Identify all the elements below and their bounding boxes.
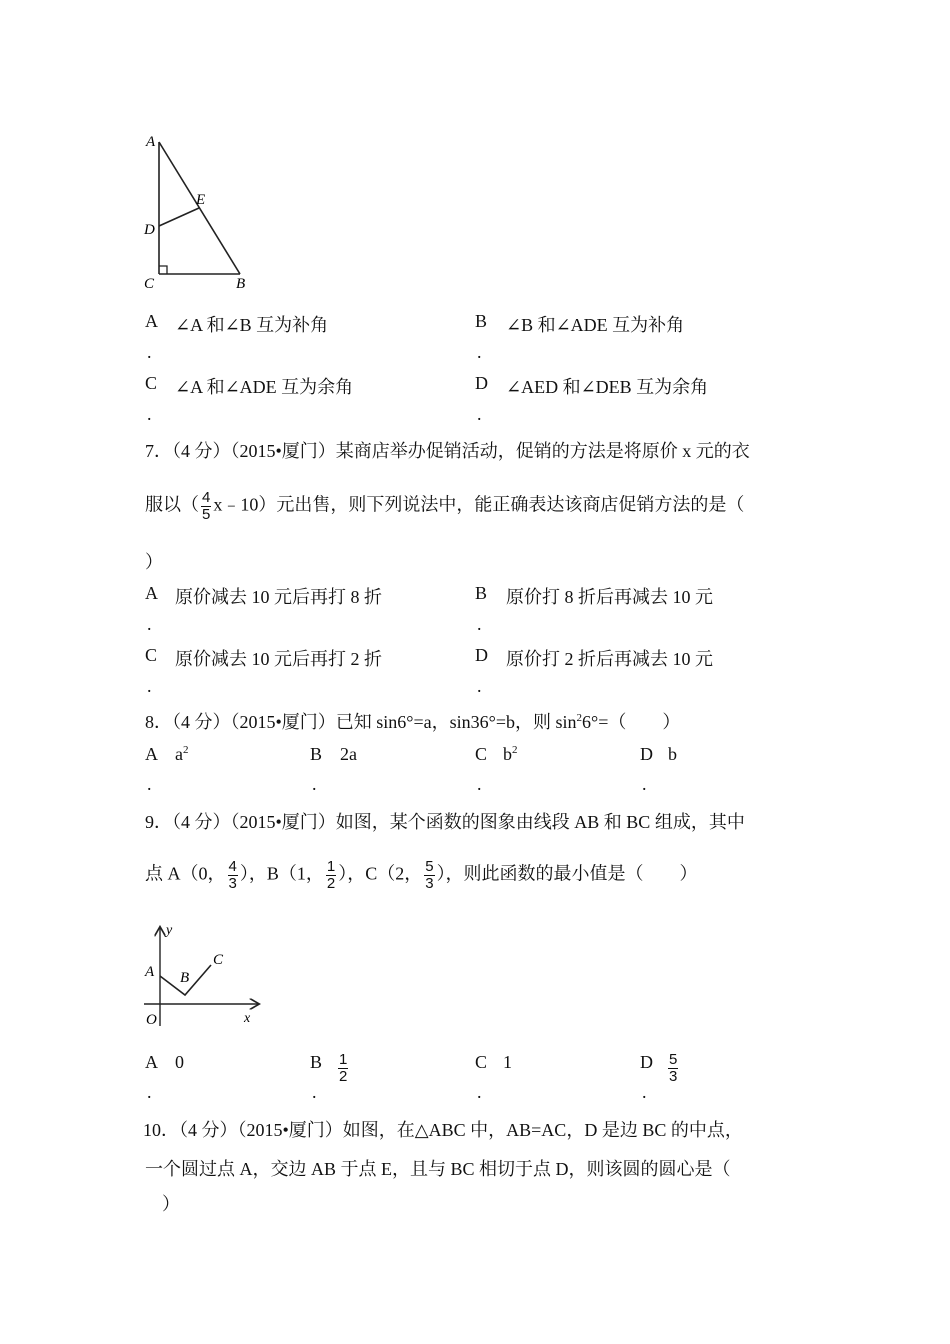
q8-option-c-text[interactable] bbox=[503, 744, 518, 765]
graph-label-y: y bbox=[166, 923, 173, 938]
q9-stem-line2 bbox=[145, 859, 698, 892]
q9-frac-c-num: 5 bbox=[425, 858, 434, 875]
q9-option-b-letter[interactable]: B bbox=[310, 1052, 323, 1072]
q9-frac-c-den: 3 bbox=[425, 875, 434, 892]
q9-stem-line1: 9．（4 分）（2015•厦门）如图，某个函数的图象由线段 AB 和 BC 组成，其中 bbox=[145, 812, 745, 832]
q9-frac-c bbox=[424, 859, 434, 892]
q9-frac-a-num: 4 bbox=[228, 858, 237, 875]
q7-option-b-text[interactable]: 原价打 8 折后再减去 10 元 bbox=[506, 587, 713, 607]
q9-option-a-dot: . bbox=[147, 1082, 152, 1102]
graph-label-c: C bbox=[213, 952, 224, 968]
q9-stem-a: 点 A（0， bbox=[145, 863, 226, 884]
q7-option-b-dot: . bbox=[477, 614, 482, 634]
q8-option-a-sup: 2 bbox=[183, 744, 189, 756]
q6-option-d-text[interactable]: ∠AED 和∠DEB 互为余角 bbox=[506, 377, 709, 397]
q9-option-b-text[interactable] bbox=[336, 1052, 350, 1085]
q8-stem bbox=[145, 708, 680, 734]
q8-option-c-sup: 2 bbox=[512, 744, 518, 756]
q9-option-c-letter[interactable]: C bbox=[475, 1052, 488, 1072]
q9-option-d-letter[interactable]: D bbox=[640, 1052, 653, 1072]
label-e: E bbox=[196, 192, 206, 208]
q9-frac-a-den: 3 bbox=[228, 875, 237, 892]
q8-stem-after: 6°=（ ） bbox=[582, 712, 681, 732]
q8-option-d-dot: . bbox=[642, 774, 647, 794]
q8-option-d-base: b bbox=[668, 744, 677, 764]
graph-label-o: O bbox=[146, 1012, 157, 1028]
q9-option-a-text[interactable]: 0 bbox=[175, 1052, 184, 1072]
q8-option-a-letter[interactable]: A bbox=[145, 744, 158, 764]
q9-stem-c: ），C（2， bbox=[338, 863, 423, 884]
q6-option-c-letter[interactable]: C bbox=[145, 373, 158, 393]
q7-option-d-dot: . bbox=[477, 676, 482, 696]
q8-option-b-letter[interactable]: B bbox=[310, 744, 323, 764]
label-c: C bbox=[144, 276, 155, 292]
q10-stem-line1: 10．（4 分）（2015•厦门）如图，在△ABC 中，AB=AC，D 是边 BC 的中点， bbox=[143, 1120, 743, 1140]
q9-option-d-text[interactable] bbox=[666, 1052, 680, 1085]
q6-option-b-letter[interactable]: B bbox=[475, 311, 488, 331]
q9-option-b-den: 2 bbox=[339, 1068, 348, 1085]
q6-option-a-dot: . bbox=[147, 342, 152, 362]
label-a: A bbox=[146, 134, 156, 150]
q9-stem-b: ），B（1， bbox=[239, 863, 324, 884]
graph-label-x: x bbox=[244, 1011, 251, 1026]
q9-option-d-den: 3 bbox=[669, 1068, 678, 1085]
q6-option-b-dot: . bbox=[477, 342, 482, 362]
q8-stem-sup: 2 bbox=[576, 712, 583, 724]
q9-stem-d: ），则此函数的最小值是（ ） bbox=[436, 863, 698, 884]
q9-option-b-num: 1 bbox=[339, 1051, 348, 1068]
q6-option-c-text[interactable]: ∠A 和∠ADE 互为余角 bbox=[175, 377, 354, 397]
q7-option-a-dot: . bbox=[147, 614, 152, 634]
q8-option-a-dot: . bbox=[147, 774, 152, 794]
q7-stem-line2 bbox=[145, 490, 744, 523]
q7-stem-line1: 7．（4 分）（2015•厦门）某商店举办促销活动，促销的方法是将原价 x 元的衣 bbox=[145, 441, 750, 461]
q6-option-c-dot: . bbox=[147, 404, 152, 424]
q8-option-b-text[interactable] bbox=[340, 744, 357, 765]
q8-option-b-base: 2a bbox=[340, 744, 357, 764]
q8-stem-before: 8．（4 分）（2015•厦门）已知 sin6°=a，sin36°=b，则 sin bbox=[145, 712, 577, 732]
q9-option-b-dot: . bbox=[312, 1082, 317, 1102]
q9-option-c-text[interactable]: 1 bbox=[503, 1052, 512, 1072]
q9-frac-a bbox=[228, 859, 238, 892]
function-graph bbox=[138, 920, 268, 1030]
q9-option-c-dot: . bbox=[477, 1082, 482, 1102]
q8-option-d-text[interactable] bbox=[668, 744, 677, 765]
q8-option-c-dot: . bbox=[477, 774, 482, 794]
q8-option-c-letter[interactable]: C bbox=[475, 744, 488, 764]
q9-option-d-frac bbox=[668, 1052, 678, 1085]
q7-option-c-letter[interactable]: C bbox=[145, 645, 158, 665]
label-b: B bbox=[236, 276, 246, 292]
triangle-figure bbox=[140, 128, 260, 298]
q9-option-d-num: 5 bbox=[669, 1051, 678, 1068]
q8-option-a-text[interactable] bbox=[175, 744, 189, 765]
q7-stem-line3: ） bbox=[145, 552, 163, 572]
q7-option-a-text[interactable]: 原价减去 10 元后再打 8 折 bbox=[175, 587, 382, 607]
q6-option-a-letter[interactable]: A bbox=[145, 311, 158, 331]
q6-option-d-letter[interactable]: D bbox=[475, 373, 488, 393]
q6-option-d-dot: . bbox=[477, 404, 482, 424]
q7-stem-before: 服以（ bbox=[145, 494, 199, 515]
q9-option-b-frac bbox=[338, 1052, 348, 1085]
q7-option-c-dot: . bbox=[147, 676, 152, 696]
q10-stem-line2: 一个圆过点 A，交边 AB 于点 E，且与 BC 相切于点 D，则该圆的圆心是（ bbox=[145, 1159, 731, 1179]
q7-option-c-text[interactable]: 原价减去 10 元后再打 2 折 bbox=[175, 649, 382, 669]
q10-stem-line3: ） bbox=[162, 1194, 180, 1214]
q8-option-b-dot: . bbox=[312, 774, 317, 794]
graph-label-b: B bbox=[180, 970, 190, 986]
q7-frac-num: 4 bbox=[202, 489, 211, 506]
label-d: D bbox=[144, 222, 155, 238]
q9-frac-b-num: 1 bbox=[326, 858, 336, 875]
q8-option-d-letter[interactable]: D bbox=[640, 744, 653, 764]
q9-option-d-dot: . bbox=[642, 1082, 647, 1102]
q9-option-a-letter[interactable]: A bbox=[145, 1052, 158, 1072]
q7-stem-after: x﹣10）元出售，则下列说法中，能正确表达该商店促销方法的是（ bbox=[213, 494, 745, 515]
q8-option-a-base: a bbox=[175, 744, 183, 764]
q9-frac-b-den: 2 bbox=[326, 875, 336, 892]
q6-option-a-text[interactable]: ∠A 和∠B 互为补角 bbox=[175, 315, 329, 335]
q7-option-b-letter[interactable]: B bbox=[475, 583, 488, 603]
q6-option-b-text[interactable]: ∠B 和∠ADE 互为补角 bbox=[506, 315, 685, 335]
q7-option-a-letter[interactable]: A bbox=[145, 583, 158, 603]
q7-option-d-letter[interactable]: D bbox=[475, 645, 488, 665]
graph-label-a: A bbox=[145, 964, 155, 980]
q7-fraction bbox=[201, 490, 211, 523]
q8-option-c-base: b bbox=[503, 744, 512, 764]
q9-frac-b bbox=[326, 859, 336, 892]
q7-option-d-text[interactable]: 原价打 2 折后再减去 10 元 bbox=[506, 649, 713, 669]
q7-frac-den: 5 bbox=[202, 506, 211, 523]
